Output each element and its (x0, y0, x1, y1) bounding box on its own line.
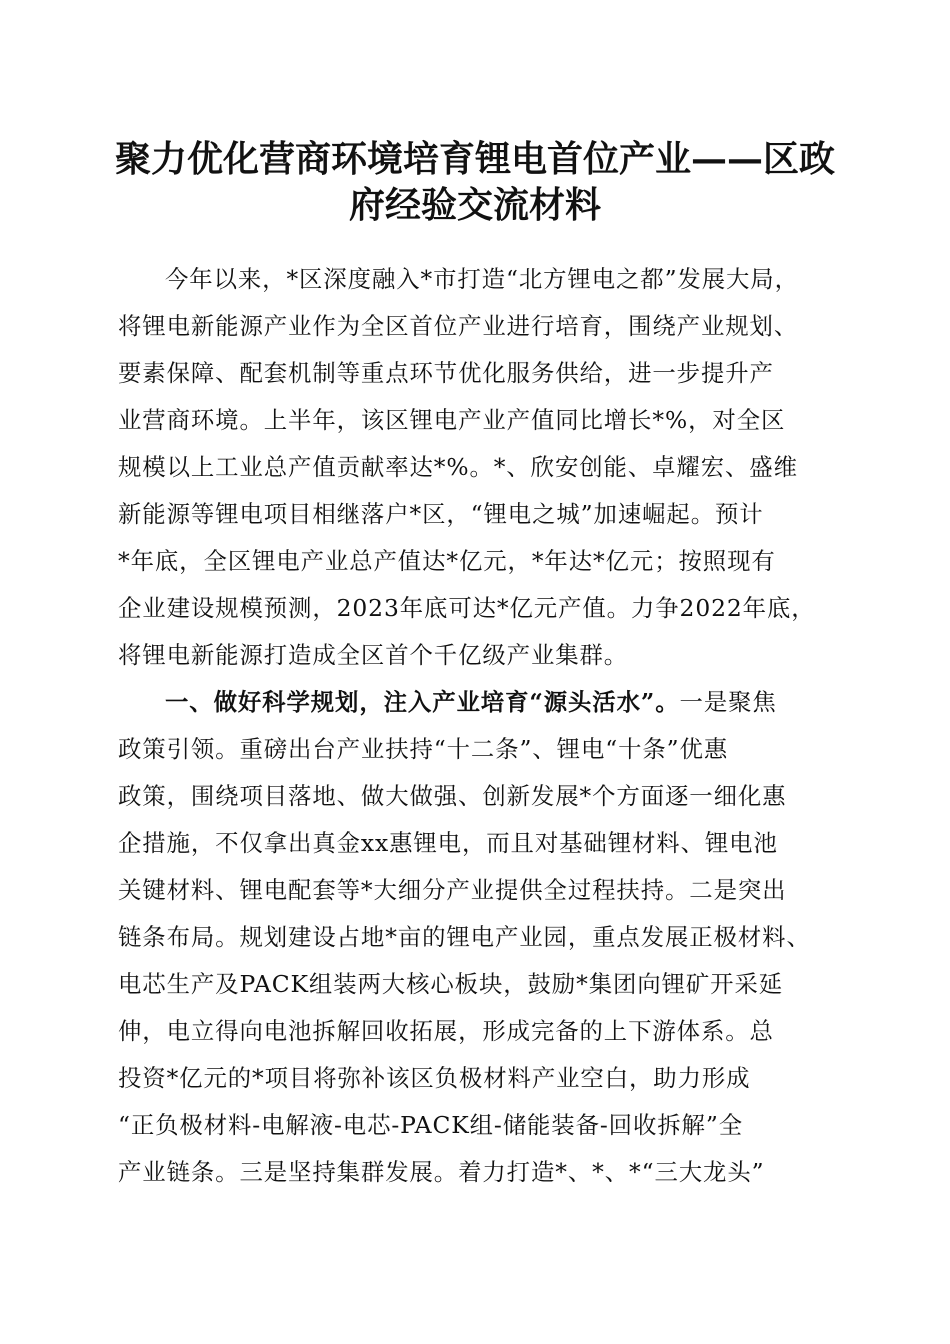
text-line: 链条布局。规划建设占地*亩的锂电产业园，重点发展正极材料、 (118, 923, 811, 951)
title-line-1: 聚力优化营商环境培育锂电首位产业——区政 (114, 138, 835, 180)
document-title (100, 136, 850, 228)
text-line: 投资*亿元的*项目将弥补该区负极材料产业空白，助力形成 (118, 1064, 751, 1092)
text-line: 电芯生产及PACK组装两大核心板块，鼓励*集团向锂矿开采延 (118, 970, 784, 998)
title-line-2: 府经验交流材料 (348, 184, 601, 226)
text-line: 政策引领。重磅出台产业扶持“十二条”、锂电“十条”优惠 (118, 735, 729, 763)
text-line: 产业链条。三是坚持集群发展。着力打造*、*、*“三大龙头” (118, 1158, 765, 1186)
text-line: 企业建设规模预测，2023年底可达*亿元产值。力争2022年底， (118, 594, 816, 622)
text-line: 今年以来，*区深度融入*市打造“北方锂电之都”发展大局， (165, 265, 799, 293)
text-line: 企措施，不仅拿出真金xx惠锂电，而且对基础锂材料、锂电池 (118, 829, 778, 857)
text-line: 新能源等锂电项目相继落户*区，“锂电之城”加速崛起。预计 (118, 500, 764, 528)
text-line: 要素保障、配套机制等重点环节优化服务供给，进一步提升产 (118, 359, 774, 387)
text-line: 伸，电立得向电池拆解回收拓展，形成完备的上下游体系。总 (118, 1017, 774, 1045)
text-line: “正负极材料-电解液-电芯-PACK组-储能装备-回收拆解”全 (118, 1111, 743, 1139)
text-line: 规模以上工业总产值贡献率达*%。*、欣安创能、卓耀宏、盛维 (118, 453, 798, 481)
paragraph-intro (118, 256, 838, 679)
text-line: *年底，全区锂电产业总产值达*亿元，*年达*亿元；按照现有 (118, 547, 776, 575)
text-line: 业营商环境。上半年，该区锂电产业产值同比增长*%，对全区 (118, 406, 786, 434)
text-line: 将锂电新能源打造成全区首个千亿级产业集群。 (118, 641, 629, 669)
text-line: 关键材料、锂电配套等*大细分产业提供全过程扶持。二是突出 (118, 876, 787, 904)
text-line: 将锂电新能源产业作为全区首位产业进行培育，围绕产业规划、 (118, 312, 799, 340)
document-body (118, 256, 838, 1196)
section-heading: 一、做好科学规划，注入产业培育“源头活水”。 (165, 688, 680, 716)
text-line: 政策，围绕项目落地、做大做强、创新发展*个方面逐一细化惠 (118, 782, 787, 810)
section-heading-line (118, 679, 838, 726)
section-heading-tail: 一是聚焦 (679, 688, 777, 716)
paragraph-section-1 (118, 679, 838, 1196)
